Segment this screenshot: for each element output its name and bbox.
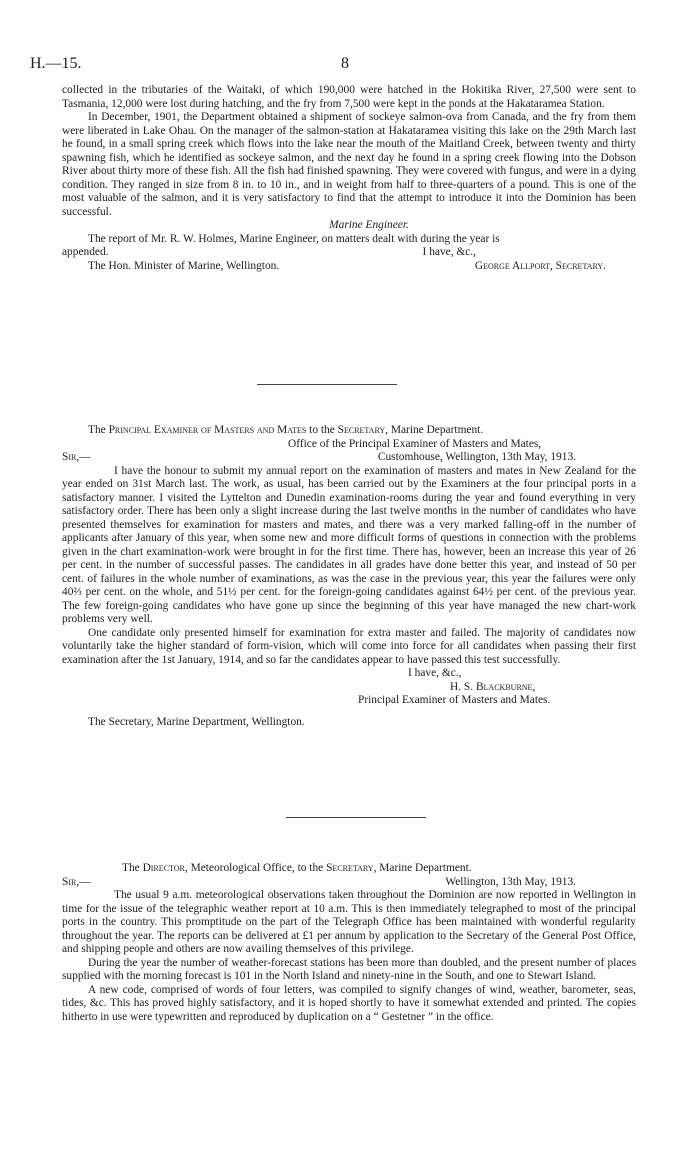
closing-phrase: I have, &c., [408,667,462,679]
signature-row [62,260,636,274]
section-examiner-report [62,424,636,729]
office-line: Office of the Principal Examiner of Masters and Mates, [288,437,542,450]
report-title: The Director, Meteorological Office, to the Secretary, Marine Department. [122,862,472,874]
salutation: Sir,— [62,875,91,888]
section-heading: Marine Engineer. [329,219,409,231]
section-divider [286,817,426,818]
paragraph: collected in the tributaries of the Waitaki, of which 190,000 were hatched in the Hokitika River, 27,500 were sent to Tasmania, 12,000 were lost during hatching, and the fry from 7,500 were kept in the ponds at the Hakataramea Station. [62,84,636,110]
salutation-row [62,451,636,465]
addressee: The Hon. Minister of Marine, Wellington. [88,259,280,272]
paragraph: One candidate only presented himself for examination for extra master and failed. The majority of candidates now voluntarily take the higher standard of form-vision, which will come into force for all candidates when passing their first examination after the 1st January, 1914, and so far the candidates appear to have passed this test successfully. [62,626,636,666]
appended-text: appended. [62,246,109,258]
closing-phrase: I have, &c., [422,246,476,258]
addressee: The Secretary, Marine Department, Wellington. [88,715,305,728]
section-divider [257,384,397,385]
paragraph: A new code, comprised of words of four letters, was compiled to signify changes of wind, weather, barometer, seas, tides, &c. This has proved highly satisfactory, and it is hoped shortly to have it somewhat extended and printed. The copies hitherto in use were typewritten and reproduced by duplication on a “ Gestetner ” in the office. [62,983,636,1023]
salutation-row [62,876,636,890]
section-fisheries [62,84,636,273]
paragraph: During the year the number of weather-forecast stations has been more than doubled, and the present number of places supplied with the morning forecast is 101 in the North Island and ninety-nine in the South, and one to Stewart Island. [62,956,636,982]
paragraph: In December, 1901, the Department obtained a shipment of sockeye salmon-ova from Canada, and the fry from them were liberated in Lake Ohau. On the manager of the salmon-station at Hakataramea visiting this lake on the 29th March last he found, in a small spring creek which flows into the lake near the mouth of the Maitland Creek, between twenty and thirty spawning fish, which he identified as sockeye salmon, and the next day he found in a spring creek flowing into the Dobson River about thirty more of these fish. All the fish had finished spawning. They were covered with fungus, and were in a dying condition. They ranged in size from 8 in. to 10 in., and in weight from half to three-quarters of a pound. This is one of the most valuable of the salmon, and it is very satisfactory to find that the attempt to introduce it into the Dominion has been successful. [62,111,636,218]
date-line: Wellington, 13th May, 1913. [445,875,576,888]
salutation: Sir,— [62,451,91,463]
paragraph: The usual 9 a.m. meteorological observations taken throughout the Dominion are now reported in Wellington in time for the issue of the telegraphic weather report at 10 a.m. This is then immediately telegraphed to most of the principal ports in the country. This promptitude on the part of the Telegraph Office has been maintained with wonderful regularity throughout the year. The reports can be delivered at £1 per annum by application to the Secretary of the General Post Office, and shipping people and others are now availing themselves of this privilege. [62,889,636,955]
paragraph: The report of Mr. R. W. Holmes, Marine Engineer, on matters dealt with during the year is [88,232,500,245]
document-code: H.—15. [30,55,82,72]
signature-title: Principal Examiner of Masters and Mates. [358,694,551,706]
closing-row [62,246,636,260]
signature: George Allport, Secretary. [474,259,606,272]
address-line: Customhouse, Wellington, 13th May, 1913. [377,451,576,463]
paragraph: I have the honour to submit my annual report on the examination of masters and mates in New Zealand for the year ended on 31st March last. The work, as usual, has been carried out by the Examiners at the four principal ports in a satisfactory manner. I visited the Lyttelton and Dunedin examination-rooms during the year and found everything in very satisfactory order. There has been only a slight increase during the last twelve months in the number of candidates who have presented themselves for examination for masters and mates, and there was a very marked falling-off in the number of applicants after January of this year, when some new and more difficult forms of questions in connection with the problems given in the chart examination-work were brought in for the first time. There has, however, been an increase this year of 26 per cent. in the number of successful passes. The candidates in all grades have done better this year, and instead of 50 per cent. of failures in the whole number of examinations, as was the case in the previous year, this year the failures were only 40⅔ per cent. on the whole, and 51½ per cent. for the foreign-going candidates against 64½ per cent. of the previous year. The few foreign-going candidates who have gone up since the beginning of this year have managed the new chart-work problems very well. [62,464,636,625]
page-number: 8 [341,55,349,72]
section-meteorological-report [62,862,636,1024]
signature-name: H. S. Blackburne, [450,680,536,693]
report-title: The Principal Examiner of Masters and Mates to the Secretary, Marine Department. [88,424,484,436]
